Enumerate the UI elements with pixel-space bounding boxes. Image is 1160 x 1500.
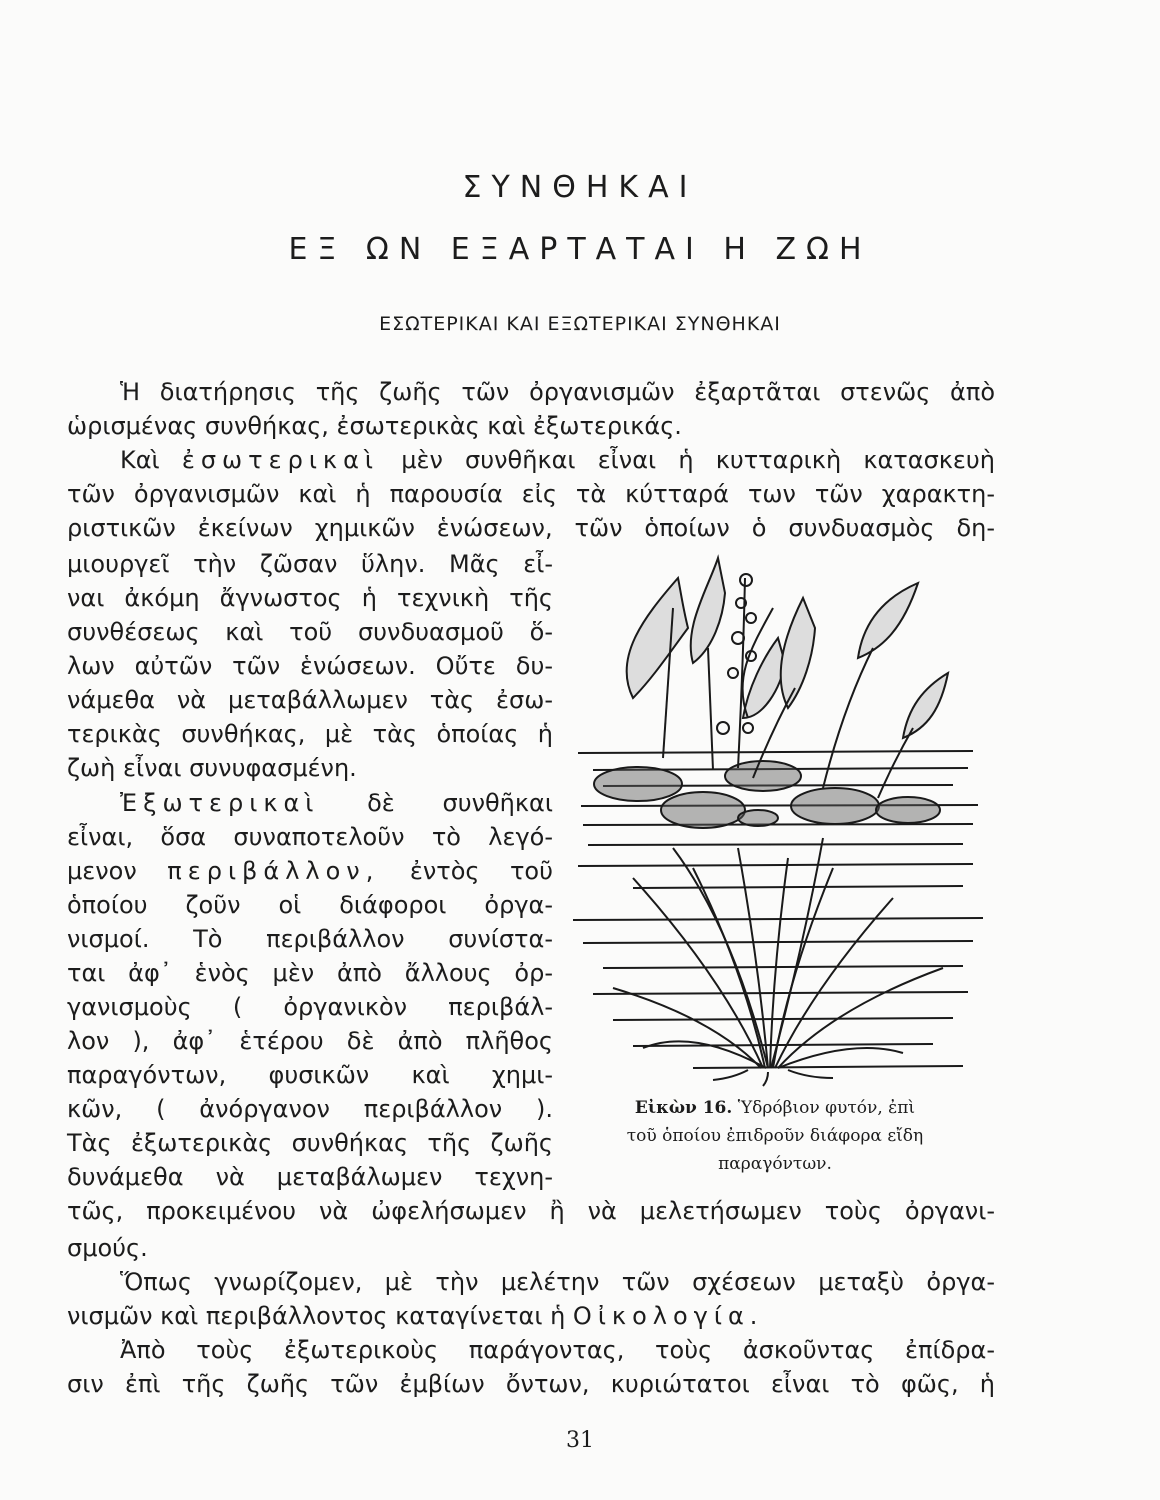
roots (713, 1070, 833, 1086)
text-line: Τὰς ἐξωτερικὰς συνθήκας τῆς ζωῆς (67, 1129, 553, 1157)
text-line: Ἐξωτερικαὶ δὲ συνθῆκαι (120, 789, 553, 817)
text-line: μενον περιβάλλον, ἐντὸς τοῦ (67, 857, 553, 885)
text-line: νισμῶν καὶ περιβάλλοντος καταγίνεται ἡ Οἰκολογία. (67, 1302, 764, 1330)
text-line: παραγόντων, φυσικῶν καὶ χημι- (67, 1061, 553, 1089)
figure-caption-line2: τοῦ ὁποίου ἐπιδροῦν διάφορα εἴδη (626, 1126, 924, 1146)
text-line: ὡρισμένας συνθήκας, ἐσωτερικὰς καὶ ἐξωτερικάς. (67, 412, 682, 440)
page-number: 31 (566, 1428, 594, 1453)
spaced-term: ἐσωτερικαὶ (181, 446, 380, 474)
text-line: σμούς. (67, 1234, 148, 1262)
spaced-term: περιβάλλον, (167, 857, 380, 885)
text-line: Καὶ ἐσωτερικαὶ μὲν συνθῆκαι εἶναι ἡ κυτταρικὴ κατασκευὴ (120, 446, 995, 474)
text-line: σιν ἐπὶ τῆς ζωῆς τῶν ἐμβίων ὄντων, κυριώτατοι εἶναι τὸ φῶς, ἡ (67, 1370, 995, 1398)
text-line: τῶν ὀργανισμῶν καὶ ἡ παρουσία εἰς τὰ κύτταρά των τῶν χαρακτη- (67, 480, 995, 508)
aquatic-plant-illustration (573, 548, 983, 1088)
spaced-term: Ἐξωτερικαὶ (120, 789, 320, 817)
text-line: λων αὐτῶν τῶν ἑνώσεων. Οὔτε δυ- (67, 652, 553, 680)
text-line: ριστικῶν ἐκείνων χημικῶν ἑνώσεων, τῶν ὁποίων ὁ συνδυασμὸς δη- (67, 514, 995, 542)
text-line: εἶναι, ὅσα συναποτελοῦν τὸ λεγό- (67, 823, 553, 851)
text-line: μιουργεῖ τὴν ζῶσαν ὕλην. Μᾶς εἶ- (67, 550, 553, 578)
text-line: κῶν, ( ἀνόργανον περιβάλλον ). (67, 1095, 553, 1123)
text-line: τερικὰς συνθήκας, μὲ τὰς ὁποίας ἡ (67, 720, 553, 748)
figure-caption-line3: παραγόντων. (718, 1154, 832, 1174)
text-line: γανισμοὺς ( ὀργανικὸν περιβάλ- (67, 993, 553, 1021)
text-line: Ἀπὸ τοὺς ἐξωτερικοὺς παράγοντας, τοὺς ἀσκοῦντας ἐπίδρα- (120, 1336, 995, 1364)
text-line: ναι ἀκόμη ἄγνωστος ἡ τεχνικὴ τῆς (67, 584, 553, 612)
figure-caption-line1: Εἰκὼν 16. Ὑδρόβιον φυτόν, ἐπὶ (634, 1098, 916, 1118)
spaced-term: Οἰκολογία. (572, 1302, 764, 1330)
text-line: συνθέσεως καὶ τοῦ συνδυασμοῦ ὅ- (67, 618, 553, 646)
chapter-title-line1: ΣΥΝΘΗΚΑΙ (462, 170, 698, 205)
text-line: ζωὴ εἶναι συνυφασμένη. (67, 754, 357, 782)
text-line: ὁποίου ζοῦν οἱ διάφοροι ὀργα- (67, 891, 553, 919)
text-line: νισμοί. Τὸ περιβάλλον συνίστα- (67, 925, 553, 953)
text-line: τῶς, προκειμένου νὰ ὠφελήσωμεν ἢ νὰ μελετήσωμεν τοὺς ὀργανι- (67, 1197, 995, 1225)
section-subtitle: ΕΣΩΤΕΡΙΚΑΙ ΚΑΙ ΕΞΩΤΕΡΙΚΑΙ ΣΥΝΘΗΚΑΙ (379, 313, 781, 335)
text-line: Ἡ διατήρησις τῆς ζωῆς τῶν ὀργανισμῶν ἐξαρτᾶται στενῶς ἀπὸ (120, 378, 995, 406)
text-line: λον ), ἀφ᾽ ἑτέρου δὲ ἀπὸ πλῆθος (67, 1027, 553, 1055)
text-line: ται ἀφ᾽ ἑνὸς μὲν ἀπὸ ἄλλους ὀρ- (67, 959, 553, 987)
text-line: νάμεθα νὰ μεταβάλλωμεν τὰς ἐσω- (67, 686, 553, 714)
text-line: Ὅπως γνωρίζομεν, μὲ τὴν μελέτην τῶν σχέσεων μεταξὺ ὀργα- (120, 1268, 995, 1296)
text-line: δυνάμεθα νὰ μεταβάλωμεν τεχνη- (67, 1163, 553, 1191)
figure-label: Εἰκὼν 16. (634, 1098, 733, 1118)
arrow-leaves (627, 558, 948, 798)
chapter-title-line2: ΕΞ ΩΝ ΕΞΑΡΤΑΤΑΙ Η ΖΩΗ (288, 232, 872, 267)
submerged-leaves (613, 838, 943, 1068)
floating-leaves (594, 761, 940, 828)
